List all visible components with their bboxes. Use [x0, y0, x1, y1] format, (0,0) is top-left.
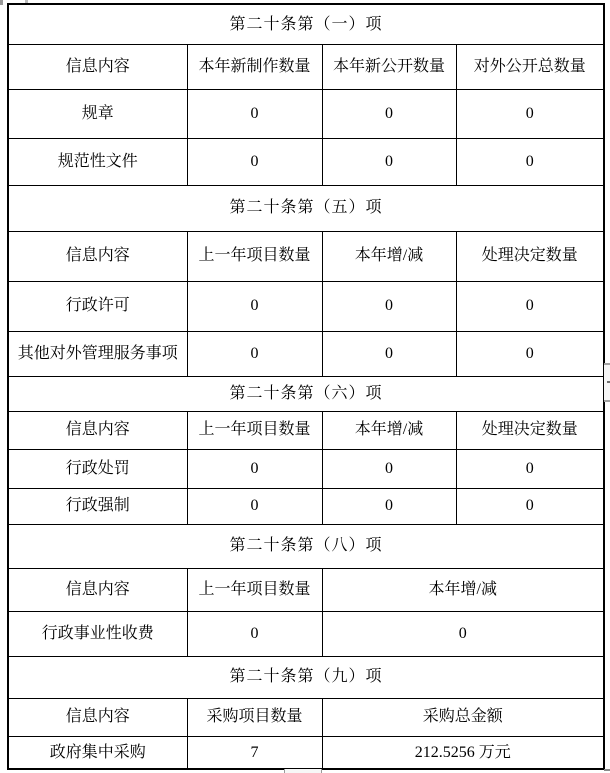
cell-value: 212.5256 万元	[322, 736, 604, 769]
cell-value: 0	[456, 281, 604, 331]
row-label: 规章	[8, 89, 187, 138]
disclosure-report-table	[7, 3, 605, 770]
cell-value: 0	[322, 611, 604, 656]
section-1-title: 第二十条第（一）项	[8, 4, 604, 44]
section-1-col-header: 本年新公开数量	[322, 44, 456, 89]
cell-value: 0	[187, 281, 322, 331]
row-label: 行政处罚	[8, 449, 187, 488]
section-1-title-row	[8, 4, 604, 44]
section-9-col-header: 信息内容	[8, 698, 187, 736]
cell-value: 0	[187, 138, 322, 185]
row-label: 规范性文件	[8, 138, 187, 185]
cell-value: 0	[187, 331, 322, 376]
table-row	[8, 89, 604, 138]
top-left-edge-artifact	[0, 0, 3, 5]
cell-value: 0	[187, 488, 322, 524]
section-6-col-header: 本年增/减	[322, 411, 456, 449]
section-1-col-header: 对外公开总数量	[456, 44, 604, 89]
section-5-col-header: 本年增/减	[322, 231, 456, 281]
cell-value: 0	[456, 331, 604, 376]
section-9-title: 第二十条第（九）项	[8, 656, 604, 698]
section-8-col-header: 上一年项目数量	[187, 568, 322, 611]
table-row	[8, 611, 604, 656]
vertical-scroll-handle[interactable]	[604, 363, 610, 402]
section-6-col-header: 处理决定数量	[456, 411, 604, 449]
cell-value: 0	[322, 138, 456, 185]
table-row	[8, 281, 604, 331]
section-6-title-row	[8, 376, 604, 411]
section-6-title: 第二十条第（六）项	[8, 376, 604, 411]
section-5-col-header: 信息内容	[8, 231, 187, 281]
section-9-col-header: 采购总金额	[322, 698, 604, 736]
section-1-header-row	[8, 44, 604, 89]
section-1-col-header: 本年新制作数量	[187, 44, 322, 89]
row-label: 政府集中采购	[8, 736, 187, 769]
section-6-header-row	[8, 411, 604, 449]
cell-value: 0	[322, 449, 456, 488]
table-row	[8, 138, 604, 185]
cell-value: 7	[187, 736, 322, 769]
table-row	[8, 331, 604, 376]
row-label: 行政强制	[8, 488, 187, 524]
row-label: 行政事业性收费	[8, 611, 187, 656]
section-5-title-row	[8, 185, 604, 231]
cell-value: 0	[322, 331, 456, 376]
cell-value: 0	[322, 281, 456, 331]
row-label: 其他对外管理服务事项	[8, 331, 187, 376]
section-1-col-header: 信息内容	[8, 44, 187, 89]
section-8-header-row	[8, 568, 604, 611]
cell-value: 0	[187, 449, 322, 488]
section-5-col-header: 上一年项目数量	[187, 231, 322, 281]
table-row	[8, 449, 604, 488]
cell-value: 0	[322, 89, 456, 138]
table-row	[8, 736, 604, 769]
section-5-title: 第二十条第（五）项	[8, 185, 604, 231]
row-label: 行政许可	[8, 281, 187, 331]
cell-value: 0	[187, 89, 322, 138]
section-9-header-row	[8, 698, 604, 736]
section-8-col-header: 本年增/减	[322, 568, 604, 611]
section-8-title: 第二十条第（八）项	[8, 524, 604, 568]
section-9-title-row	[8, 656, 604, 698]
section-8-title-row	[8, 524, 604, 568]
cell-value: 0	[456, 488, 604, 524]
table-row	[8, 488, 604, 524]
bottom-right-edge-artifact	[604, 769, 610, 771]
section-9-col-header: 采购项目数量	[187, 698, 322, 736]
ruler-tick-artifact	[25, 0, 28, 3]
section-6-col-header: 上一年项目数量	[187, 411, 322, 449]
section-5-col-header: 处理决定数量	[456, 231, 604, 281]
horizontal-scrollbar-thumb[interactable]	[284, 769, 322, 773]
cell-value: 0	[187, 611, 322, 656]
section-8-col-header: 信息内容	[8, 568, 187, 611]
cell-value: 0	[456, 138, 604, 185]
cell-value: 0	[456, 89, 604, 138]
cell-value: 0	[456, 449, 604, 488]
section-5-header-row	[8, 231, 604, 281]
cell-value: 0	[322, 488, 456, 524]
section-6-col-header: 信息内容	[8, 411, 187, 449]
